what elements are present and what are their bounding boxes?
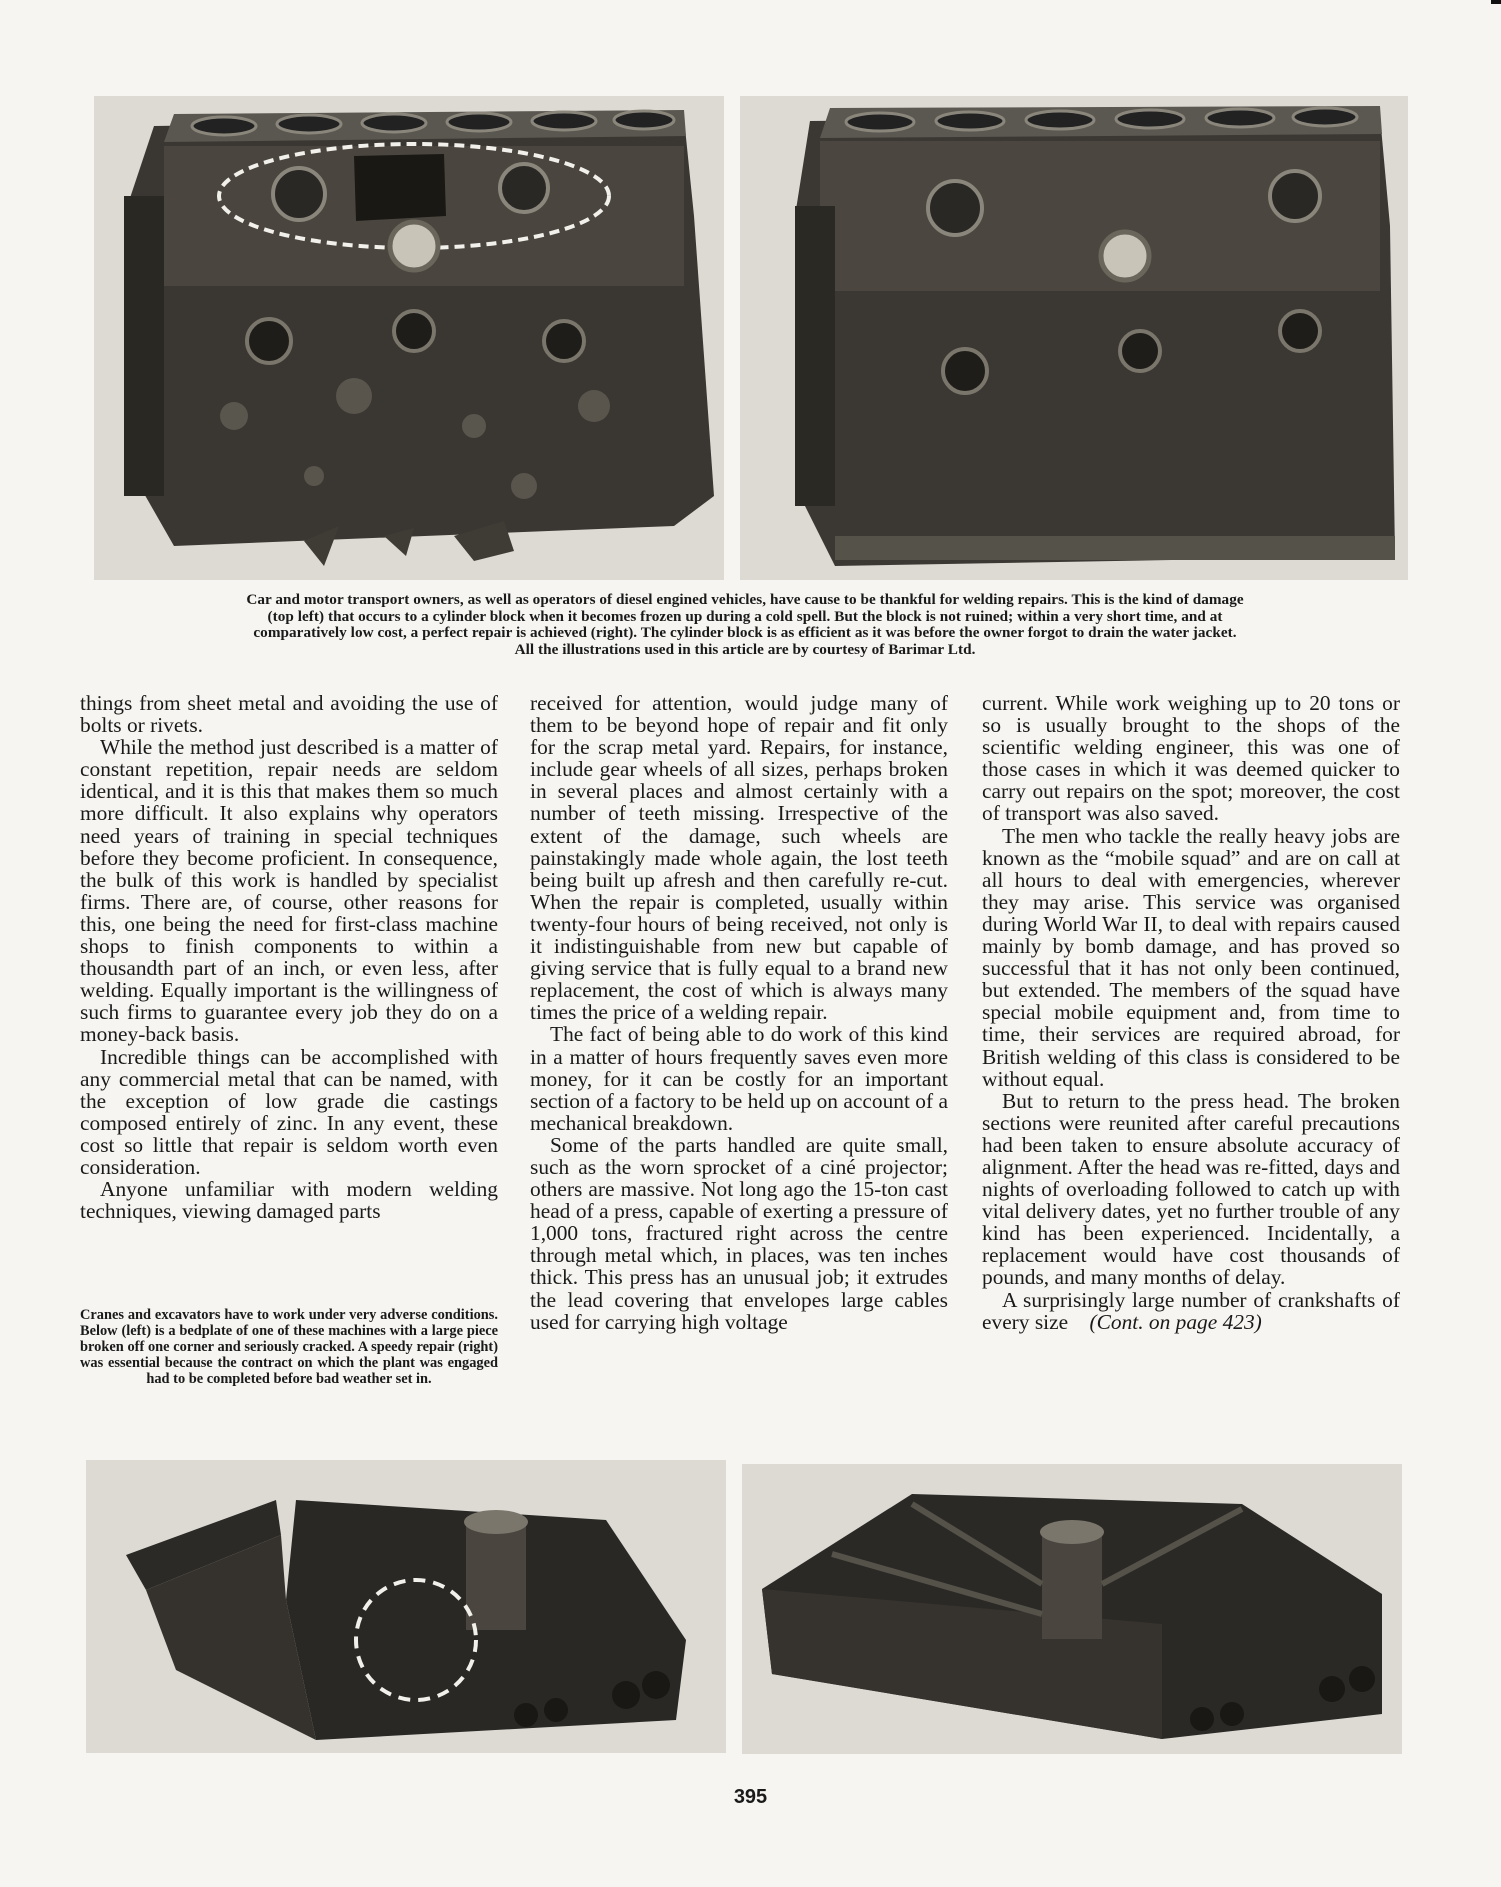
paragraph: current. While work weighing up to 20 tons or so is usually brought to the shops of the scientific welding engineer, this was one of those cases in which it was deemed quicker to carry out repairs on the spot; moreover, the cost of transport was also saved. [982, 691, 1400, 826]
repaired-bedplate-photo-icon [742, 1464, 1402, 1754]
article-column-2 [530, 692, 948, 1333]
bedplate-figure-caption: Cranes and excavators have to work under very adverse conditions. Below (left) is a bedplate of one of these machines with a large piece broken off one corner and seriously cracked. A speedy repair (right) was essential because the contract on which the plant was engaged had to be completed before bad weather set in. [80, 1307, 498, 1387]
top-figure-caption [140, 592, 1350, 658]
photo-cracked-cylinder-block [94, 96, 724, 580]
paragraph: The fact of being able to do work of this kind in a matter of hours frequently saves even more money, for it can be costly for an important section of a factory to be held up on account of a mechanical breakdown. [530, 1022, 948, 1135]
caption-line: Car and motor transport owners, as well as operators of diesel engined vehicles, have cause to be thankful for welding repairs. This is the kind of damage [246, 591, 1244, 608]
paragraph: The men who tackle the really heavy jobs are known as the “mobile squad” and are on call at all hours to deal with emergencies, wherever they may arise. This service was organised during World War II, to deal with repairs caused mainly by bomb damage, and has proved so successful that it has not only been continued, but extended. The members of the squad have special mobile equipment and, from time to time, their services are required abroad, for British welding of this class is considered to be without equal. [982, 823, 1400, 1091]
photo-repaired-cylinder-block [740, 96, 1408, 580]
caption-line: comparatively low cost, a perfect repair is achieved (right). The cylinder block is as efficient as it was before the owner forgot to drain the water jacket. [253, 624, 1237, 642]
paragraph: While the method just described is a matter of constant repetition, repair needs are seldom identical, and it is this that makes them so much more difficult. It also explains why operators need years of training in special techniques before they become proficient. In consequence, the bulk of this work is handled by specialist firms. There are, of course, other reasons for this, one being the need for first-class machine shops to finish components to within a thousandth part of an inch, or even less, after welding. Equally important is the willingness of such firms to guarantee every job they do on a money-back basis. [80, 735, 498, 1047]
paragraph: things from sheet metal and avoiding the use of bolts or rivets. [80, 691, 498, 738]
caption-line: (top left) that occurs to a cylinder block when it becomes frozen up during a cold spell. But the block is not ruined; within a very short time, and at [267, 607, 1223, 625]
paragraph: received for attention, would judge many of them to be beyond hope of repair and fit only for the scrap metal yard. Repairs, for instance, include gear wheels of all sizes, perhaps broken in several places and almost certainly with a number of teeth missing. Irrespective of the extent of the damage, such wheels are painstakingly made whole again, the lost teeth being built up afresh and then carefully re-cut. When the repair is completed, usually within twenty-four hours of being received, not only is it indistinguishable from new but capable of giving service that is fully equal to a brand new replacement, the cost of which is always many times the price of a welding repair. [530, 691, 948, 1025]
photo-repaired-bedplate [742, 1464, 1402, 1754]
repaired-cylinder-block-photo-icon [740, 96, 1408, 580]
paragraph: Anyone unfamiliar with modern welding techniques, viewing damaged parts [80, 1177, 498, 1224]
paragraph [982, 1289, 1400, 1333]
photo-cracked-bedplate [86, 1460, 726, 1753]
paragraph-text: A surprisingly large number of crankshafts of every size [982, 1287, 1400, 1334]
continued-note: (Cont. on page 423) [1089, 1309, 1262, 1334]
article-column-3 [982, 692, 1400, 1333]
article-column-1 [80, 692, 498, 1222]
cracked-bedplate-photo-icon [86, 1460, 726, 1753]
caption-line: All the illustrations used in this article are by courtesy of Barimar Ltd. [514, 640, 976, 658]
paragraph: But to return to the press head. The broken sections were reunited after careful precautions had been taken to ensure absolute accuracy of alignment. After the head was re-fitted, days and nights of overloading followed to catch up with vital delivery dates, yet no further trouble of any kind has been experienced. Incidentally, a replacement would have cost thousands of pounds, and many months of delay. [982, 1088, 1400, 1290]
page-number: 395 [733, 1786, 768, 1808]
paragraph: Incredible things can be accomplished with any commercial metal that can be named, with the exception of low grade die castings composed entirely of zinc. In any event, these cost so little that repair is seldom worth even consideration. [80, 1044, 498, 1179]
cracked-cylinder-block-photo-icon [94, 96, 724, 580]
paragraph: Some of the parts handled are quite small, such as the worn sprocket of a ciné projector; others are massive. Not long ago the 15-ton cast head of a press, capable of exerting a pressure of 1,000 tons, fractured right across the centre through metal which, in places, was ten inches thick. This press has an unusual job; it extrudes the lead covering that envelopes large cables used for carrying high voltage [530, 1132, 948, 1334]
corner-mark [1491, 0, 1501, 4]
